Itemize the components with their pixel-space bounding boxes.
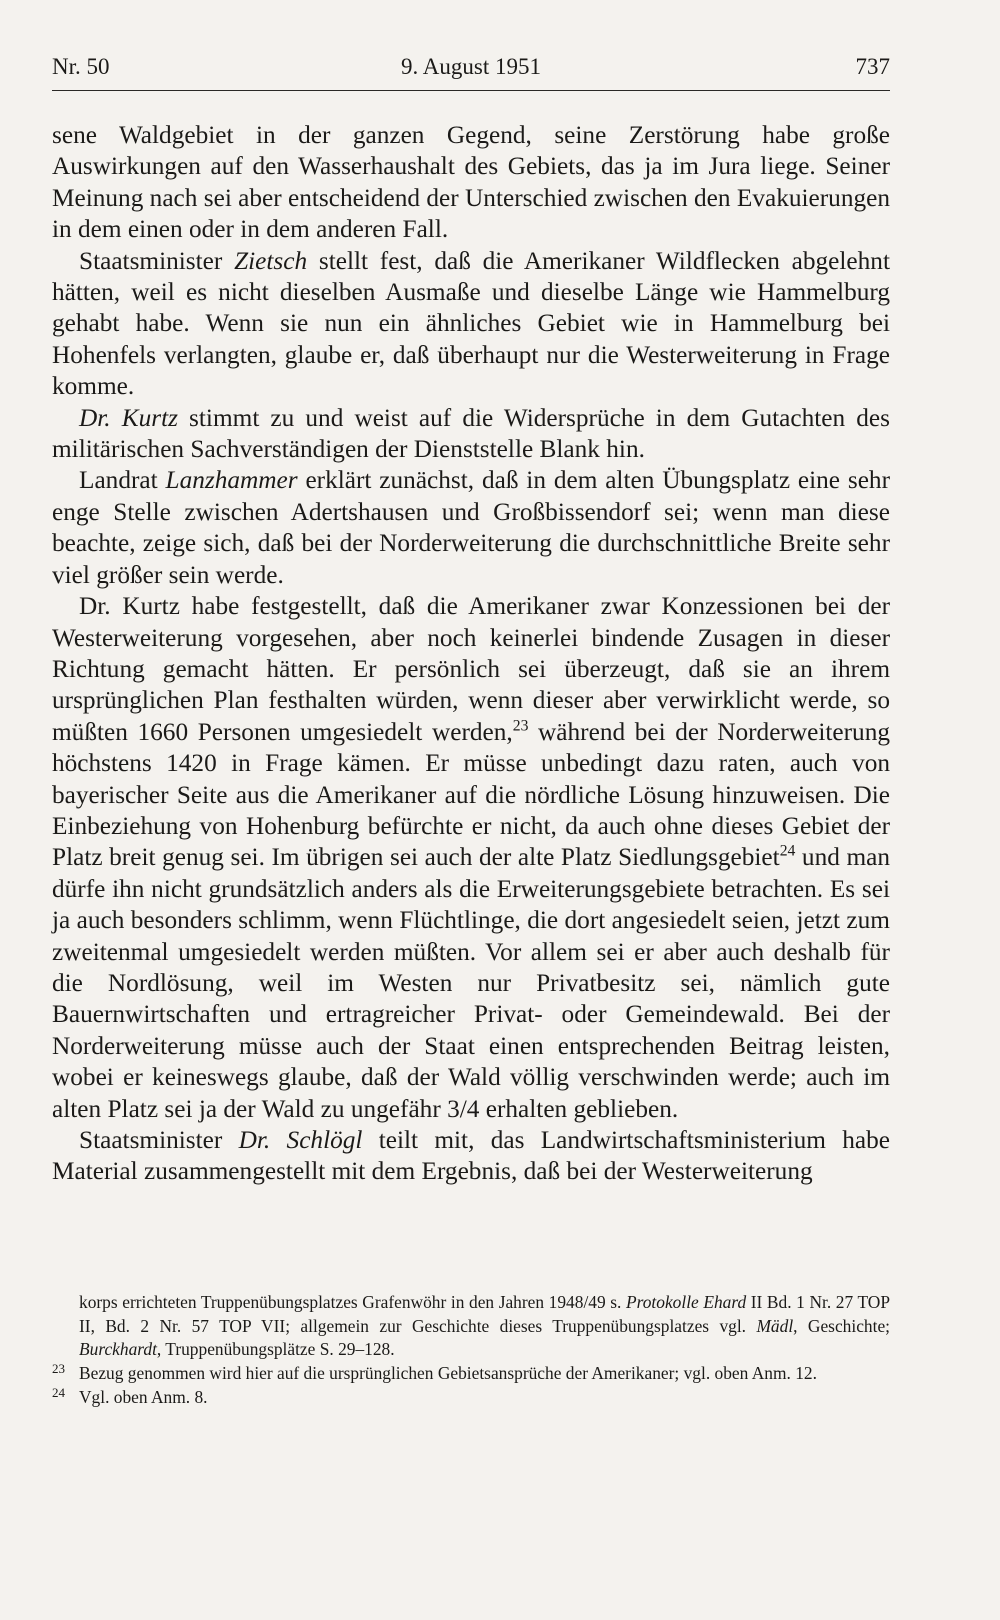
emphasized-name: Lanzhammer <box>165 466 298 495</box>
paragraph <box>52 591 890 1125</box>
footnotes <box>52 1291 890 1410</box>
footnote-number <box>52 1386 65 1410</box>
header-date: 9. August 1951 <box>401 54 541 79</box>
paragraph <box>52 120 890 246</box>
footnote-reference: 23 <box>512 717 529 735</box>
paragraph <box>52 1125 890 1188</box>
emphasized-name: Burckhardt <box>79 1339 157 1360</box>
footnote-number <box>52 1362 65 1386</box>
text-run: während bei der Norderweiterung höchstens 1420 in Frage kämen. Er müsse unbedingt dazu raten, auch von bayerischer Seite aus die Amerikaner auf die nördliche Lösung hinzuweisen. Die Einbeziehung von Hohenburg befürchte er nicht, da auch ohne dieses Gebiet der Platz breit genug sei. Im übrigen sei auch der alte Platz Siedlungsgebiet <box>52 717 891 872</box>
emphasized-name: Protokolle Ehard <box>625 1292 747 1312</box>
text-run: Staatsminister <box>79 246 235 275</box>
emphasized-name: Mädl <box>756 1315 794 1336</box>
footnote <box>52 1362 890 1386</box>
footnote-reference: 24 <box>779 842 796 860</box>
text-run: , Truppenübungsplätze S. 29–128. <box>156 1339 395 1360</box>
running-header <box>52 50 890 91</box>
paragraph <box>52 403 890 466</box>
text-run: II Bd. 1 Nr. 27 TOP II, Bd. 2 Nr. 57 TOP VII; allgemein zur Geschichte dieses Truppenübungsplatzes vgl. <box>79 1292 890 1336</box>
footnote-number-text: 23 <box>52 1361 66 1377</box>
footnote <box>52 1291 890 1362</box>
fraction: 3/4 <box>447 1094 480 1123</box>
text-run: Staatsminister <box>79 1126 239 1154</box>
text-run: Dr. Kurtz habe festgestellt, daß die Amerikaner zwar Konzessionen bei der Westerweiterung vorgesehen, aber noch keinerlei bindende Zusagen in dieser Richtung gemacht hätten. Er persönlich sei überzeugt, daß sie an ihrem ursprünglichen Plan festhalten würden, wenn dieser aber verwirklicht werde, so müßten 1660 Personen umgesiedelt werden, <box>52 592 890 746</box>
emphasized-name: Dr. Kurtz <box>79 403 178 432</box>
text-run: erhalten geblieben. <box>479 1094 679 1123</box>
text-run: Vgl. oben Anm. 8. <box>79 1386 208 1407</box>
issue-number: Nr. 50 <box>52 54 110 79</box>
text-run: korps errichteten Truppenübungsplatzes Grafenwöhr in den Jahren 1948/49 s. <box>79 1292 626 1312</box>
emphasized-name: Dr. Schlögl <box>238 1126 363 1154</box>
paragraph <box>52 246 890 403</box>
footnote-number-text: 24 <box>52 1384 66 1400</box>
paragraph <box>52 465 890 591</box>
text-run: erklärt zunächst, daß in dem alten Übungsplatz eine sehr enge Stelle zwischen Adertshausen und Großbissendorf sei; wenn man diese beachte, zeige sich, daß bei der Norderweiterung die durchschnittliche Breite sehr viel größer sein werde. <box>52 466 890 589</box>
page-number: 737 <box>855 54 890 79</box>
text-run: stimmt zu und weist auf die Widersprüche in dem Gutachten des militärischen Sachverständigen der Dienststelle Blank hin. <box>52 403 890 464</box>
text-run: sene Waldgebiet in der ganzen Gegend, seine Zerstörung habe große Auswirkungen auf den Wasserhaushalt des Gebiets, das ja im Jura liege. Seiner Meinung nach sei aber entscheidend der Unterschied zwischen den Evakuierungen in dem einen oder in dem anderen Fall. <box>52 121 890 244</box>
text-run: und man dürfe ihn nicht grundsätzlich anders als die Erweiterungsgebiete betrachten. Es sei ja auch besonders schlimm, wenn Flüchtlinge, die dort angesiedelt seien, jetzt zum zweitenmal umgesiedelt werden müßten. Vor allem sei er aber auch deshalb für die Nordlösung, weil im Westen nur Privatbesitz sei, nämlich gute Bauernwirtschaften und ertragreicher Privat- oder Gemeindewald. Bei der Norderweiterung müsse auch der Staat einen entsprechenden Beitrag leisten, wobei er keineswegs glaube, daß der Wald völlig verschwinden werde; auch im alten Platz sei ja der Wald zu ungefähr <box>52 843 890 1123</box>
text-run: teilt mit, das Landwirtschaftsministerium habe Material zusammengestellt mit dem Ergebnis, daß bei der Westerweiterung <box>52 1126 890 1186</box>
text-run: , Geschichte; <box>793 1315 890 1336</box>
text-run: Bezug genommen wird hier auf die ursprünglichen Gebietsansprüche der Amerikaner; vgl. oben Anm. 12. <box>79 1363 817 1384</box>
body-text <box>52 120 890 1188</box>
text-run: stellt fest, daß die Amerikaner Wildflecken abgelehnt hätten, weil es nicht dieselben Ausmaße und dieselbe Länge wie Hammelburg gehabt habe. Wenn sie nun ein ähnliches Gebiet wie in Hammelburg bei Hohenfels verlangten, glaube er, daß überhaupt nur die Westerweiterung in Frage komme. <box>52 246 890 401</box>
text-run: Landrat <box>79 466 166 495</box>
emphasized-name: Zietsch <box>234 246 308 275</box>
footnote <box>52 1386 890 1410</box>
